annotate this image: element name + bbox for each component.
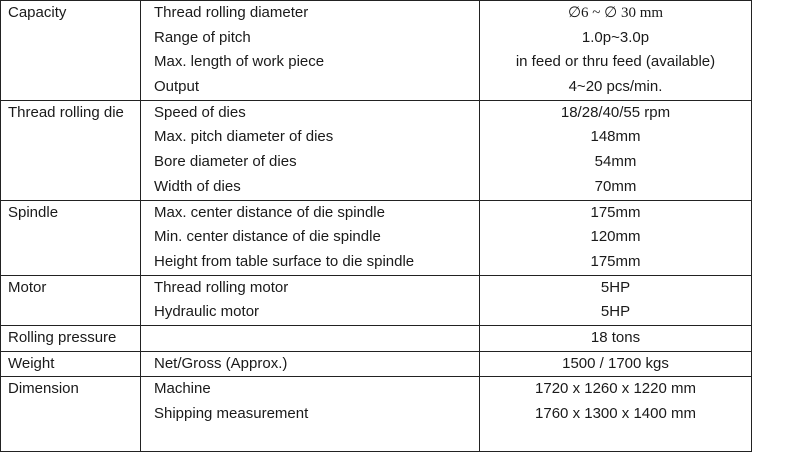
table-row [1,225,752,250]
item-label: Max. center distance of die spindle [154,203,385,221]
value-label: 1500 / 1700 kgs [562,354,669,372]
item-label: Machine [154,380,211,398]
table-row [1,175,752,200]
value-label: 120mm [590,228,641,246]
value-label: 5HP [600,278,631,296]
item-label: Height from table surface to die spindle [154,252,415,270]
item-label: Thread rolling diameter [154,4,309,21]
table-row [1,300,752,325]
table-row [1,75,752,100]
table-row [1,200,752,225]
table-row [1,100,752,125]
value-label: 18/28/40/55 rpm [560,103,671,121]
item-label: Output [154,78,200,96]
category-label-thread-rolling-die: Thread rolling die [8,103,124,121]
item-label: Max. length of work piece [154,53,325,71]
spec-table-body [1,1,752,452]
value-label: 175mm [590,252,641,270]
item-label: Net/Gross (Approx.) [154,354,288,372]
value-label: 148mm [590,128,641,146]
table-row [1,26,752,51]
category-label-spindle: Spindle [8,203,59,221]
value-label: 18 tons [590,328,641,346]
value-label: 175mm [590,203,641,221]
table-row [1,250,752,275]
value-label: 5HP [600,303,631,321]
value-label: ∅6 ~ ∅ 30 mm [567,5,664,21]
value-label: 54mm [594,153,637,171]
category-label-capacity: Capacity [8,4,67,21]
item-label: Width of dies [154,177,241,195]
category-label-dimension: Dimension [8,380,79,398]
table-row [1,325,752,351]
category-cell [1,1,141,26]
table-row [1,377,752,402]
item-label: Bore diameter of dies [154,153,297,171]
value-label: 1720 x 1260 x 1220 mm [535,380,696,398]
category-label-weight: Weight [8,354,55,372]
table-row [1,402,752,427]
value-label: 4~20 pcs/min. [568,78,663,96]
table-row [1,427,752,452]
item-label: Range of pitch [154,28,251,46]
table-row [1,125,752,150]
value-label: in feed or thru feed (available) [515,53,716,71]
item-label [141,326,479,351]
table-row [1,150,752,175]
category-label-motor: Motor [8,278,47,296]
value-label: 1760 x 1300 x 1400 mm [535,405,696,422]
value-cell [480,1,752,26]
table-row [1,275,752,300]
value-label: 70mm [594,177,637,195]
item-label: Max. pitch diameter of dies [154,128,334,146]
table-row [1,50,752,75]
value-label: 1.0p~3.0p [581,28,650,46]
item-label: Shipping measurement [154,405,309,422]
item-label: Thread rolling motor [154,278,289,296]
item-cell [141,1,480,26]
table-row [1,1,752,26]
item-label: Min. center distance of die spindle [154,228,381,246]
table-row [1,351,752,377]
item-label: Speed of dies [154,103,246,121]
category-label-rolling-pressure: Rolling pressure [8,328,117,346]
item-label: Hydraulic motor [154,303,260,321]
